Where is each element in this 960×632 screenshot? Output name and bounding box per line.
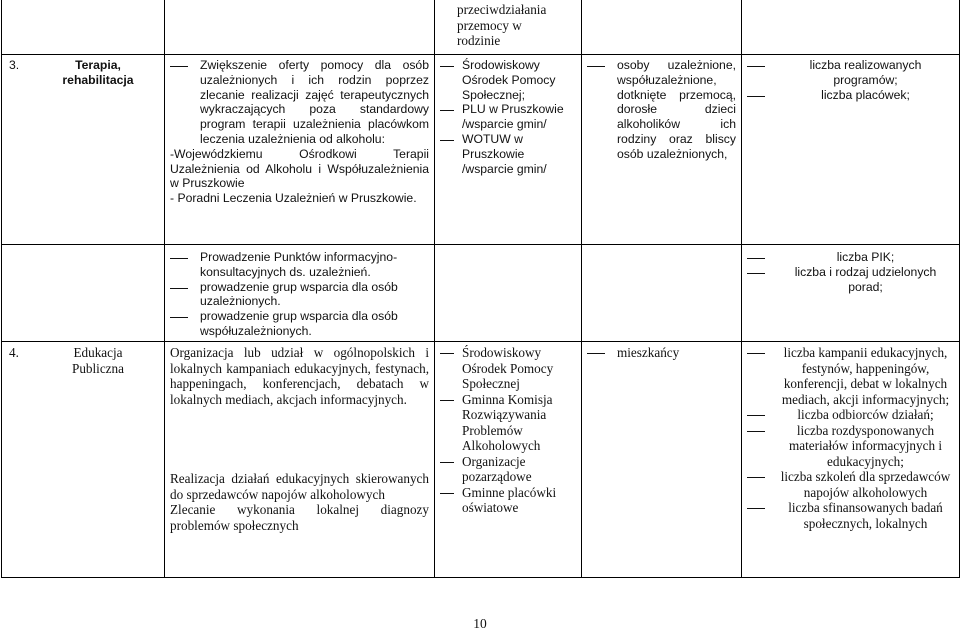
category-label: Terapia, rehabilitacja — [62, 58, 134, 87]
implementer-list — [440, 345, 576, 516]
row-number: 3. — [9, 58, 20, 72]
task-sub-2: - Poradni Leczenia Uzależnień w Pruszkowie. — [170, 191, 417, 206]
task-item: Zlecanie wykonania lokalnej diagnozy problemów społecznych — [170, 502, 429, 533]
category-cell-4 — [2, 342, 165, 578]
task-list — [170, 58, 429, 147]
implementer-item: Środowiskowy Ośrodek Pomocy Społecznej — [440, 345, 576, 392]
indicator-item: liczba PIK; — [747, 250, 954, 265]
implementer-cell-4 — [435, 342, 582, 578]
program-table — [1, 0, 960, 578]
task-item: prowadzenie grup wsparcia dla osób współuzależnionych. — [170, 309, 429, 339]
fragment-implementer — [435, 0, 582, 55]
category-cell-3 — [2, 55, 165, 245]
category-label: Edukacja Publiczna — [71, 345, 124, 376]
indicator-item: liczba kampanii edukacyjnych, festynów, happeningów, konferencji, debat w lokalnych mediach, akcji informacyjnych; — [747, 345, 954, 407]
category-4 — [9, 345, 159, 376]
implementer-item: Gminna Komisja Rozwiązywania Problemów Alkoholowych — [440, 392, 576, 454]
fragment-target — [582, 0, 742, 55]
fragment-category — [2, 0, 165, 55]
category-3 — [9, 58, 159, 88]
indicator-list — [747, 250, 954, 294]
implementer-cell-3 — [435, 55, 582, 245]
indicator-item: liczba szkoleń dla sprzedawców napojów alkoholowych — [747, 469, 954, 500]
implementer-item: Organizacje pozarządowe — [440, 454, 576, 485]
task-item: prowadzenie grup wsparcia dla osób uzależnionych. — [170, 280, 429, 310]
table-row-4 — [2, 342, 960, 578]
indicator-cell-3b — [742, 245, 960, 342]
target-item: mieszkańcy — [587, 345, 736, 361]
table-row-3b — [2, 245, 960, 342]
target-list — [587, 345, 736, 361]
implementer-item: Gminne placówki oświatowe — [440, 485, 576, 516]
implementer-list — [440, 58, 576, 176]
target-item: osoby uzależnione, współuzależnione, dotknięte przemocą, dorosłe dzieci alkoholików ich rodziny oraz bliscy osób uzależnionych, — [587, 58, 736, 162]
fragment-line: przeciwdziałania — [457, 2, 547, 17]
fragment-task — [165, 0, 435, 55]
fragment-indicators — [742, 0, 960, 55]
target-cell-3 — [582, 55, 742, 245]
task-list — [170, 250, 429, 339]
task-sub-1: -Wojewódzkiemu Ośrodkowi Terapii Uzależnienia od Alkoholu i Współuzależnienia w Pruszkowie — [170, 146, 429, 191]
category-cell-3b — [2, 245, 165, 342]
task-cell-3 — [165, 55, 435, 245]
indicator-item: liczba i rodzaj udzielonych porad; — [747, 265, 954, 295]
indicator-list — [747, 58, 954, 102]
task-item: Realizacja działań edukacyjnych skierowanych do sprzedawców napojów alkoholowych — [170, 471, 429, 502]
row-number: 4. — [9, 345, 19, 360]
indicator-item: liczba odbiorców działań; — [747, 407, 954, 423]
task-cell-3b — [165, 245, 435, 342]
implementer-item: Środowiskowy Ośrodek Pomocy Społecznej; — [440, 58, 576, 102]
indicator-cell-3 — [742, 55, 960, 245]
fragment-line: rodzinie — [457, 33, 501, 48]
implementer-cell-3b — [435, 245, 582, 342]
indicator-item: liczba placówek; — [747, 88, 954, 103]
indicator-list — [747, 345, 954, 531]
target-list — [587, 58, 736, 162]
implementer-item: PLU w Pruszkowie /wsparcie gmin/ — [440, 102, 576, 132]
indicator-item: liczba realizowanych programów; — [747, 58, 954, 88]
fragment-line: przemocy w — [457, 17, 522, 33]
indicator-item: liczba sfinansowanych badań społecznych, lokalnych — [747, 500, 954, 531]
indicator-item: liczba rozdysponowanych materiałów informacyjnych i edukacyjnych; — [747, 423, 954, 470]
table-row-3 — [2, 55, 960, 245]
task-cell-4 — [165, 342, 435, 578]
task-item: Organizacja lub udział w ogólnopolskich i lokalnych kampaniach edukacyjnych, festynach, happeningach, konferencjach, debatach w lokalnych mediach, akcjach informacyjnych. — [170, 345, 429, 407]
implementer-item: WOTUW w Pruszkowie /wsparcie gmin/ — [440, 132, 576, 176]
task-item: Zwiększenie oferty pomocy dla osób uzależnionych i ich rodzin poprzez zlecanie realizacji zajęć terapeutycznych wykraczających poza standardowy program terapii uzależnienia placówkom leczenia uzależnienia od alkoholu: — [170, 58, 429, 147]
task-item: Prowadzenie Punktów informacyjno-konsultacyjnych ds. uzależnień. — [170, 250, 429, 280]
page-number: 10 — [473, 616, 487, 631]
indicator-cell-4 — [742, 342, 960, 578]
target-cell-3b — [582, 245, 742, 342]
target-cell-4 — [582, 342, 742, 578]
table-row-fragment — [2, 0, 960, 55]
